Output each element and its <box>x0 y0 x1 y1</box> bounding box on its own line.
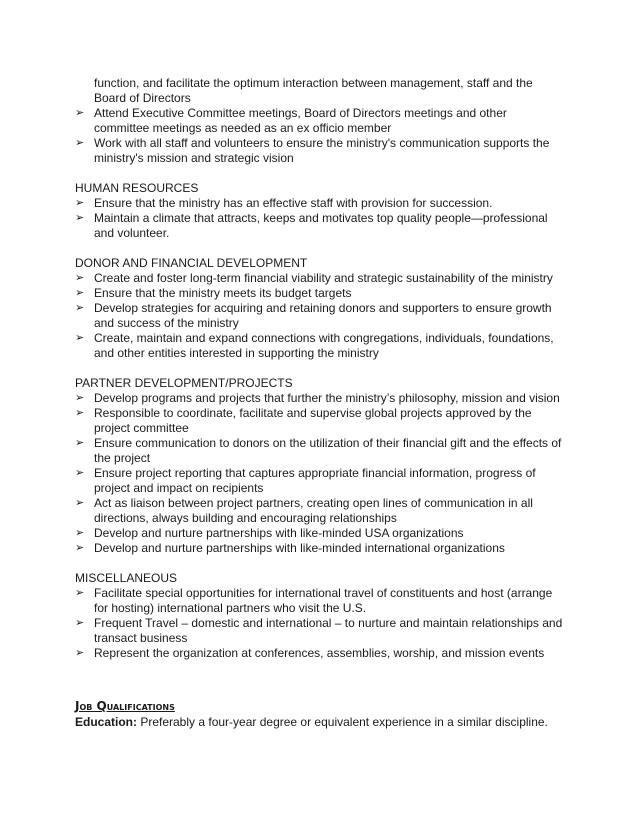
arrowhead-bullet-icon: ➢ <box>75 137 85 149</box>
list-item <box>75 616 565 646</box>
list-item <box>75 271 565 286</box>
list-item-text: Ensure communication to donors on the utilization of their financial gift and the effects of the project <box>94 436 562 465</box>
list-item-text: Maintain a climate that attracts, keeps and motivates top quality people—professional and volunteer. <box>94 211 548 240</box>
list-item-text: Responsible to coordinate, facilitate and supervise global projects approved by the project committee <box>94 406 532 435</box>
list-item-text: Represent the organization at conferences, assemblies, worship, and mission events <box>94 646 545 660</box>
arrowhead-bullet-icon: ➢ <box>75 467 85 479</box>
arrowhead-bullet-icon: ➢ <box>75 332 85 344</box>
spacer <box>75 661 565 698</box>
spacer <box>75 166 565 181</box>
continued-paragraph: function, and facilitate the optimum interaction between management, staff and the Board of Directors <box>94 76 533 105</box>
list-item-text: Act as liaison between project partners, creating open lines of communication in all directions, always building and encouraging relationships <box>94 496 533 525</box>
section-heading-donor-financial: DONOR AND FINANCIAL DEVELOPMENT <box>75 256 308 270</box>
spacer <box>75 361 565 376</box>
list-item-text: Develop and nurture partnerships with like-minded USA organizations <box>94 526 464 540</box>
partner-development-bullet-list <box>75 391 565 556</box>
arrowhead-bullet-icon: ➢ <box>75 212 85 224</box>
arrowhead-bullet-icon: ➢ <box>75 392 85 404</box>
list-item <box>75 331 565 361</box>
list-item <box>75 391 565 406</box>
list-item-text: Create, maintain and expand connections with congregations, individuals, foundations, and other entities interested in supporting the ministry <box>94 331 554 360</box>
miscellaneous-bullet-list <box>75 586 565 661</box>
education-line <box>75 715 565 730</box>
arrowhead-bullet-icon: ➢ <box>75 527 85 539</box>
list-item-text: Frequent Travel – domestic and international – to nurture and maintain relationships and transact business <box>94 616 563 645</box>
list-item-text: Ensure that the ministry meets its budget targets <box>94 286 352 300</box>
list-item-text: Facilitate special opportunities for international travel of constituents and host (arrange for hosting) international partners who visit the U.S. <box>94 586 553 615</box>
list-item <box>75 211 565 241</box>
list-item <box>75 586 565 616</box>
list-item-text: Work with all staff and volunteers to ensure the ministry's communication supports the ministry's mission and strategic vision <box>94 136 550 165</box>
list-item <box>75 466 565 496</box>
arrowhead-bullet-icon: ➢ <box>75 302 85 314</box>
list-item-text: Attend Executive Committee meetings, Board of Directors meetings and other committee meetings as needed as an ex officio member <box>94 106 507 135</box>
arrowhead-bullet-icon: ➢ <box>75 107 85 119</box>
arrowhead-bullet-icon: ➢ <box>75 542 85 554</box>
spacer <box>75 241 565 256</box>
job-qualifications-heading: Job Qualifications <box>75 699 175 713</box>
list-item <box>75 496 565 526</box>
arrowhead-bullet-icon: ➢ <box>75 647 85 659</box>
list-item-text: Develop programs and projects that further the ministry’s philosophy, mission and vision <box>94 391 560 405</box>
section-heading-partner-development: PARTNER DEVELOPMENT/PROJECTS <box>75 376 293 390</box>
list-item-text: Develop strategies for acquiring and retaining donors and supporters to ensure growth and success of the ministry <box>94 301 552 330</box>
arrowhead-bullet-icon: ➢ <box>75 587 85 599</box>
list-item <box>75 286 565 301</box>
list-item <box>75 196 565 211</box>
list-item <box>75 646 565 661</box>
list-item <box>75 136 565 166</box>
list-item-text: Create and foster long-term financial viability and strategic sustainability of the ministry <box>94 271 553 285</box>
human-resources-bullet-list <box>75 196 565 241</box>
list-item <box>75 406 565 436</box>
list-item <box>75 301 565 331</box>
arrowhead-bullet-icon: ➢ <box>75 497 85 509</box>
list-item <box>75 436 565 466</box>
list-item-text: Develop and nurture partnerships with like-minded international organizations <box>94 541 505 555</box>
arrowhead-bullet-icon: ➢ <box>75 437 85 449</box>
arrowhead-bullet-icon: ➢ <box>75 197 85 209</box>
arrowhead-bullet-icon: ➢ <box>75 287 85 299</box>
donor-financial-bullet-list <box>75 271 565 361</box>
arrowhead-bullet-icon: ➢ <box>75 272 85 284</box>
education-label: Education: <box>75 715 137 729</box>
document-body <box>75 76 565 730</box>
spacer <box>75 556 565 571</box>
arrowhead-bullet-icon: ➢ <box>75 617 85 629</box>
list-item <box>75 541 565 556</box>
list-item-text: Ensure project reporting that captures appropriate financial information, progress of project and impact on recipients <box>94 466 536 495</box>
intro-bullet-list <box>75 106 565 166</box>
section-heading-human-resources: HUMAN RESOURCES <box>75 181 199 195</box>
list-item <box>75 526 565 541</box>
education-text: Preferably a four-year degree or equivalent experience in a similar discipline. <box>137 715 548 729</box>
arrowhead-bullet-icon: ➢ <box>75 407 85 419</box>
list-item <box>75 106 565 136</box>
list-item-text: Ensure that the ministry has an effective staff with provision for succession. <box>94 196 493 210</box>
section-heading-miscellaneous: MISCELLANEOUS <box>75 571 178 585</box>
